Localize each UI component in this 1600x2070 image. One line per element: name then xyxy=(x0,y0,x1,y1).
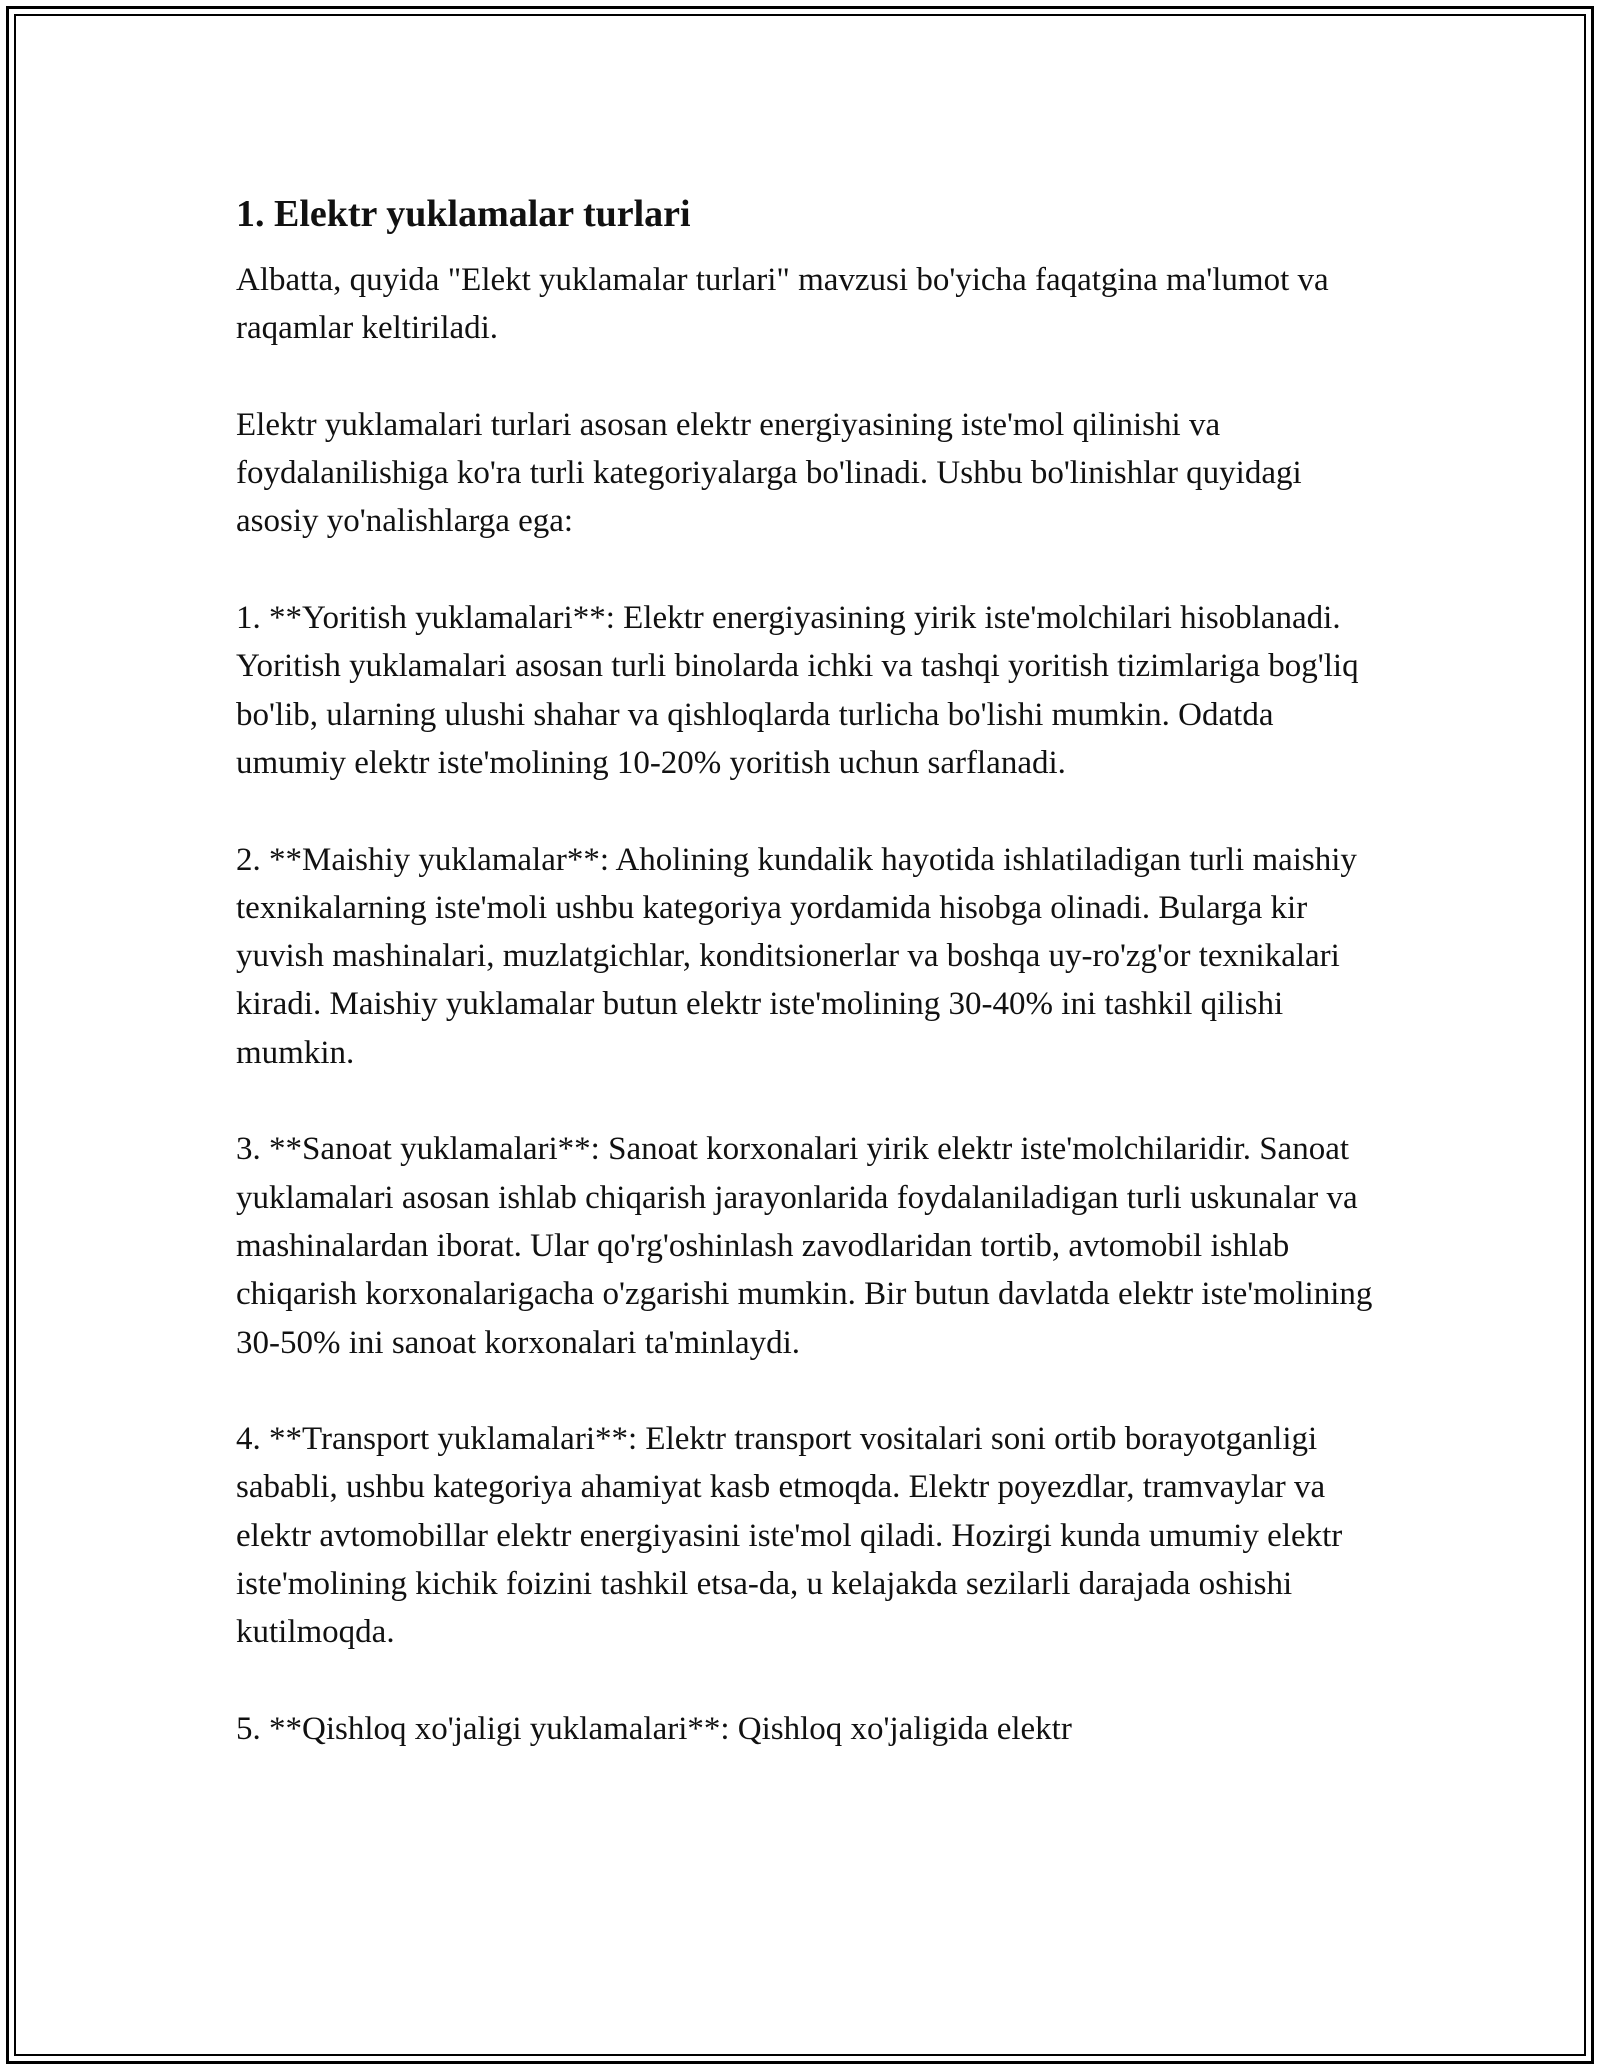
document-body xyxy=(236,186,1376,1753)
section-heading: 1. Elektr yuklamalar turlari xyxy=(236,193,691,235)
list-item-household-loads: 2. **Maishiy yuklamalar**: Aholining kundalik hayotida ishlatiladigan turli maishiy texnikalarning iste'moli ushbu kategoriya yordamida hisobga olinadi. Bularga kir yuvish mashinalari, muzlatgichlar, konditsionerlar va boshqa uy-ro'zg'or texnikalari kiradi. Maishiy yuklamalar butun elektr iste'molining 30-40% ini tashkil qilishi mumkin. xyxy=(236,841,1357,1071)
intro-paragraph: Albatta, quyida "Elekt yuklamalar turlari" mavzusi bo'yicha faqatgina ma'lumot va raqamlar keltiriladi. xyxy=(236,262,1329,347)
list-item-lighting-loads: 1. **Yoritish yuklamalari**: Elektr energiyasining yirik iste'molchilari hisoblanadi. Yoritish yuklamalari asosan turli binolarda ichki va tashqi yoritish tizimlariga bog'liq bo'lib, ularning ulushi shahar va qishloqlarda turlicha bo'lishi mumkin. Odatda umumiy elektr iste'molining 10-20% yoritish uchun sarflanadi. xyxy=(236,600,1359,781)
list-item-industrial-loads: 3. **Sanoat yuklamalari**: Sanoat korxonalari yirik elektr iste'molchilaridir. Sanoat yuklamalari asosan ishlab chiqarish jarayonlarida foydalaniladigan turli uskunalar va mashinalardan iborat. Ular qo'rg'oshinlash zavodlaridan tortib, avtomobil ishlab chiqarish korxonalarigacha o'zgarishi mumkin. Bir butun davlatda elektr iste'molining 30-50% ini sanoat korxonalari ta'minlaydi. xyxy=(236,1131,1373,1361)
list-item-agriculture-loads: 5. **Qishloq xo'jaligi yuklamalari**: Qishloq xo'jaligida elektr xyxy=(236,1710,1072,1747)
overview-paragraph: Elektr yuklamalari turlari asosan elektr energiyasining iste'mol qilinishi va foydalanilishiga ko'ra turli kategoriyalarga bo'linadi. Ushbu bo'linishlar quyidagi asosiy yo'nalishlarga ega: xyxy=(236,406,1302,540)
list-item-transport-loads: 4. **Transport yuklamalari**: Elektr transport vositalari soni ortib borayotganligi sababli, ushbu kategoriya ahamiyat kasb etmoqda. Elektr poyezdlar, tramvaylar va elektr avtomobillar elektr energiyasini iste'mol qiladi. Hozirgi kunda umumiy elektr iste'molining kichik foizini tashkil etsa-da, u kelajakda sezilarli darajada oshishi kutilmoqda. xyxy=(236,1421,1343,1651)
